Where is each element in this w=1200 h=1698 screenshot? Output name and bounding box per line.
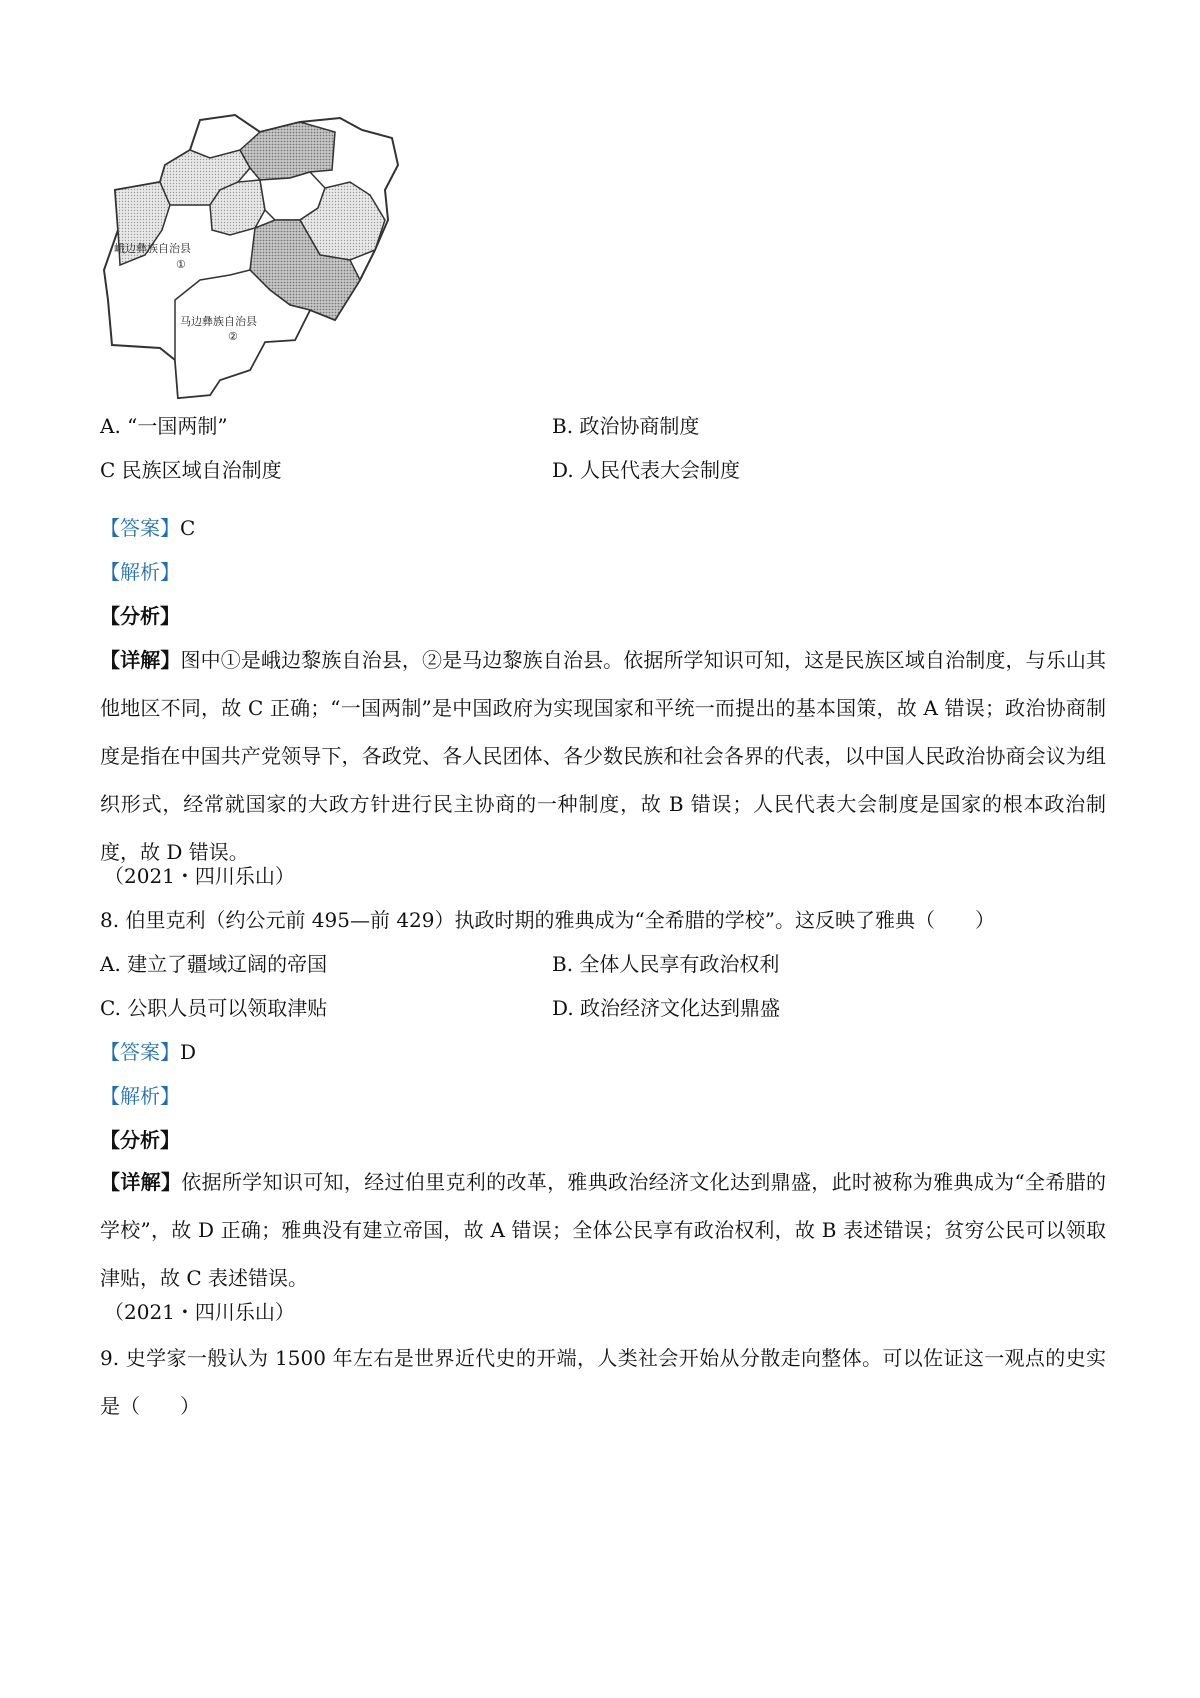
detail-label: 【详解】: [100, 648, 181, 672]
map-label-mabian: 马边彝族自治县: [180, 315, 257, 328]
answer-label: 【答案】: [100, 516, 180, 540]
detail-label: 【详解】: [100, 1170, 182, 1194]
q8-option-a: A. 建立了疆域辽阔的帝国: [100, 952, 328, 976]
q8-analysis-label: 【解析】: [100, 1084, 180, 1108]
q7-detail: [100, 636, 1106, 876]
q7-fenxi-label: 【分析】: [100, 604, 180, 628]
q7-option-b: B. 政治协商制度: [552, 414, 700, 438]
answer-label: 【答案】: [100, 1040, 180, 1064]
map-marker-1: ①: [176, 258, 186, 271]
q8-option-b: B. 全体人民享有政治权利: [552, 952, 780, 976]
detail-text: 依据所学知识可知，经过伯里克利的改革，雅典政治经济文化达到鼎盛，此时被称为雅典成为“全希腊的学校”，故 D 正确；雅典没有建立帝国，故 A 错误；全体公民享有政治权利，故 B 表述错误；贫穷公民可以领取津贴，故 C 表述错误。: [100, 1170, 1106, 1290]
answer-value: C: [180, 516, 196, 540]
source-citation-1: （2021・四川乐山）: [104, 864, 295, 888]
q8-answer: [100, 1040, 196, 1064]
answer-value: D: [180, 1040, 197, 1064]
map-label-ebian: 峨边彝族自治县: [114, 242, 191, 255]
q9-question: 9. 史学家一般认为 1500 年左右是世界近代史的开端，人类社会开始从分散走向整体。可以佐证这一观点的史实是（ ）: [100, 1346, 1106, 1418]
map-marker-2: ②: [228, 330, 238, 343]
county-map: [100, 110, 410, 400]
q7-answer: [100, 516, 195, 540]
q7-analysis-label: 【解析】: [100, 560, 180, 584]
q7-option-d: D. 人民代表大会制度: [552, 458, 741, 482]
q7-option-c: C 民族区域自治制度: [100, 458, 282, 482]
q8-question: 8. 伯里克利（约公元前 495—前 429）执政时期的雅典成为“全希腊的学校”。这反映了雅典（ ）: [100, 908, 995, 932]
q8-fenxi-label: 【分析】: [100, 1128, 180, 1152]
detail-text: 图中①是峨边黎族自治县，②是马边黎族自治县。依据所学知识可知，这是民族区域自治制度，与乐山其他地区不同，故 C 正确；“一国两制”是中国政府为实现国家和平统一而提出的基本国策，故 A 错误；政治协商制度是指在中国共产党领导下，各政党、各人民团体、各少数民族和社会各界的代表，以中国人民政治协商会议为组织形式，经常就国家的大政方针进行民主协商的一种制度，故 B 错误；人民代表大会制度是国家的根本政治制度，故 D 错误。: [100, 648, 1107, 864]
q8-option-c: C. 公职人员可以领取津贴: [100, 996, 328, 1020]
source-citation-2: （2021・四川乐山）: [104, 1300, 295, 1324]
q8-detail: [100, 1158, 1106, 1302]
q7-option-a: A. “一国两制”: [100, 414, 228, 438]
q8-option-d: D. 政治经济文化达到鼎盛: [552, 996, 781, 1020]
